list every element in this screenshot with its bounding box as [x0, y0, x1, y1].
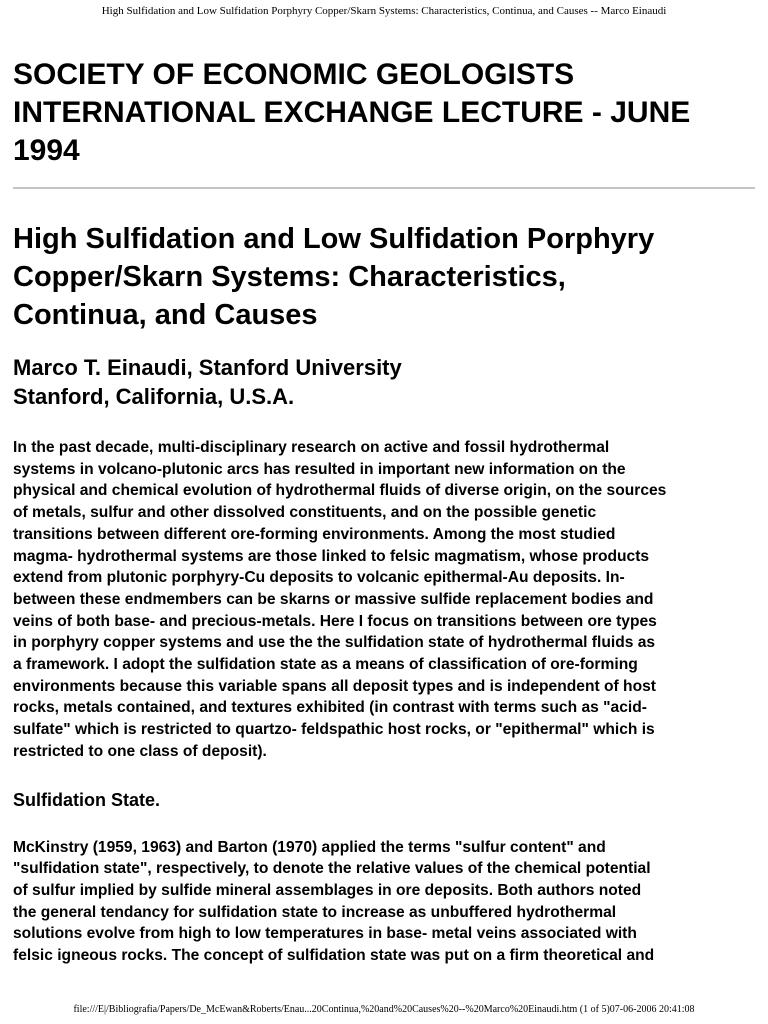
paragraph-line: solutions evolve from high to low temperatures in base- metal veins associated with — [13, 925, 637, 943]
paragraph-line: sulfate" which is restricted to quartzo- feldspathic host rocks, or "epithermal" which is — [13, 721, 655, 739]
paragraph-line: of sulfur implied by sulfide mineral assemblages in ore deposits. Both authors noted — [13, 881, 642, 899]
title-line: Continua, and Causes — [13, 299, 318, 331]
paragraph-line: physical and chemical evolution of hydrothermal fluids of diverse origin, on the sources — [13, 482, 667, 500]
paragraph-line: transitions between different ore-forming environments. Among the most studied — [13, 525, 616, 543]
paragraph-line: rocks, metals contained, and textures exhibited (in contrast with terms such as "acid- — [13, 699, 647, 717]
document-title — [13, 220, 753, 334]
paragraph-line: magma- hydrothermal systems are those linked to felsic magmatism, whose products — [13, 547, 650, 565]
society-heading-line: 1994 — [13, 134, 80, 167]
intro-paragraph — [13, 437, 753, 763]
paragraph-line: In the past decade, multi-disciplinary research on active and fossil hydrothermal — [13, 439, 610, 456]
paragraph-line: a framework. I adopt the sulfidation state as a means of classification of ore-forming — [13, 656, 638, 674]
paragraph-line: environments because this variable spans all deposit types and is independent of host — [13, 677, 656, 695]
paragraph-line: felsic igneous rocks. The concept of sulfidation state was put on a firm theoretical and — [13, 947, 655, 965]
horizontal-rule — [13, 187, 755, 189]
title-line: Copper/Skarn Systems: Characteristics, — [13, 261, 566, 293]
paragraph-line: extend from plutonic porphyry-Cu deposits to volcanic epithermal-Au deposits. In- — [13, 569, 625, 587]
society-heading-line: SOCIETY OF ECONOMIC GEOLOGISTS — [13, 58, 575, 91]
page-header: High Sulfidation and Low Sulfidation Porphyry Copper/Skarn Systems: Characteristics, Continua, and Causes -- Marco Einaudi — [101, 5, 667, 17]
author-block — [13, 353, 753, 411]
author-affiliation: Stanford, California, U.S.A. — [13, 384, 295, 409]
society-heading-line: INTERNATIONAL EXCHANGE LECTURE - JUNE — [13, 96, 691, 129]
title-line: High Sulfidation and Low Sulfidation Porphyry — [13, 223, 655, 255]
paragraph-line: in porphyry copper systems and use the the sulfidation state of hydrothermal fluids as — [13, 634, 656, 652]
society-heading — [13, 56, 753, 170]
sulfidation-paragraph — [13, 837, 753, 967]
section-heading: Sulfidation State. — [13, 789, 161, 810]
document-body — [13, 56, 753, 967]
paragraph-line: veins of both base- and precious-metals. Here I focus on transitions between ore types — [13, 612, 657, 630]
author-line: Marco T. Einaudi, Stanford University — [13, 355, 402, 380]
page-footer: file:///E|/Bibliografia/Papers/De_McEwan&Roberts/Enau...20Continua,%20and%20Causes%20--%20Marco%20Einaudi.htm (1 of 5)07-06-2006 20:41:08 — [73, 1004, 695, 1015]
paragraph-line: restricted to one class of deposit). — [13, 742, 267, 760]
paragraph-line: between these endmembers can be skarns or massive sulfide replacement bodies and — [13, 590, 654, 608]
paragraph-line: McKinstry (1959, 1963) and Barton (1970) applied the terms "sulfur content" and — [13, 838, 606, 856]
paragraph-line: "sulfidation state", respectively, to denote the relative values of the chemical potential — [13, 860, 651, 878]
paragraph-line: of metals, sulfur and other dissolved constituents, and on the possible genetic — [13, 504, 597, 522]
paragraph-line: systems in volcano-plutonic arcs has resulted in important new information on the — [13, 460, 626, 478]
paragraph-line: the general tendancy for sulfidation state to increase as unbuffered hydrothermal — [13, 903, 617, 921]
